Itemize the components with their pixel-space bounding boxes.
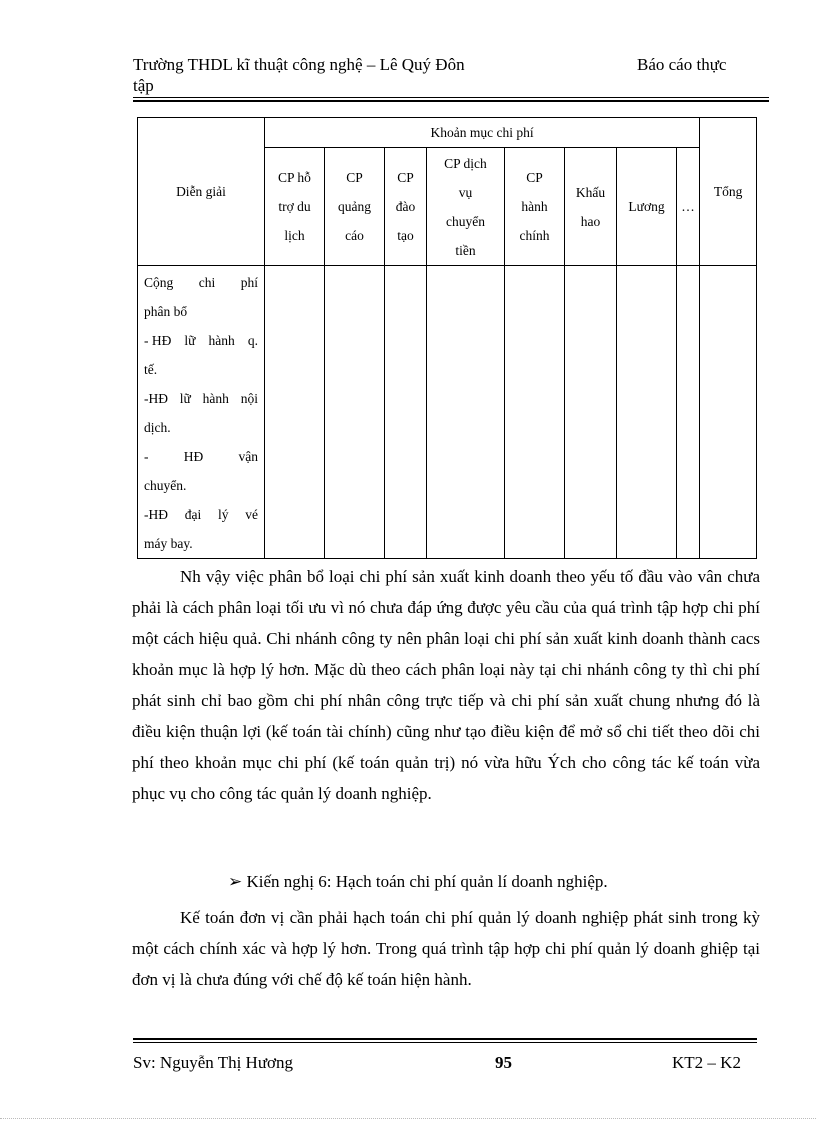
- value-cell: [505, 266, 565, 559]
- desc-line: máy bay.: [144, 536, 193, 551]
- recommendation-6: [228, 866, 608, 897]
- value-cell: [677, 266, 700, 559]
- value-cell: [565, 266, 617, 559]
- desc-line: tế.: [144, 362, 158, 377]
- desc-line: - HĐ lữ hành q.: [144, 333, 258, 348]
- header-report-title: Báo cáo thực: [637, 55, 727, 74]
- value-cell: [325, 266, 385, 559]
- col-header-total: Tổng: [700, 118, 757, 266]
- group-header-cost-items: Khoản mục chi phí: [265, 118, 700, 148]
- col-header-administrative: CP hành chính: [505, 148, 565, 266]
- header-school: [133, 54, 465, 96]
- footer-class: KT2 – K2: [672, 1053, 741, 1072]
- col-header-advertising: CP quảng cáo: [325, 148, 385, 266]
- description-cell: [138, 266, 265, 559]
- paragraph-cost-classification: Nh vậy việc phân bổ loại chi phí sản xuất kinh doanh theo yếu tố đầu vào vân chưa phải là cách phân loại tối ưu vì nó chưa đáp ứng được yêu cầu của quá trình tập hợp chi phí một cách hiệu quả. Chi nhánh công ty nên phân loại chi phí sản xuất kinh doanh thành cacs khoản mục là hợp lý hơn. Mặc dù theo cách phân loại này tại chi nhánh công ty thì chi phí phát sinh chỉ bao gồm chi phí nhân công trực tiếp và chi phí sản xuất chung nhưng đó là điều kiện thuận lợi (kế toán tài chính) cũng như tạo điều kiện để mở sổ chi tiết theo dõi chi phí theo khoản mục chi phí (kế toán quản trị) nó vừa hữu Ých cho công tác kế toán vừa phục vụ cho công tác quản lý doanh nghiệp.: [132, 567, 760, 803]
- page-number: 95: [495, 1053, 512, 1072]
- desc-line: - HĐ vận: [144, 449, 258, 464]
- footer-student: Sv: Nguyễn Thị Hương: [133, 1053, 294, 1072]
- value-cell: [385, 266, 427, 559]
- desc-line: chuyển.: [144, 478, 187, 493]
- col-header-training: CP đào tạo: [385, 148, 427, 266]
- col-header-tourism-support: CP hỗ trợ du lịch: [265, 148, 325, 266]
- desc-line: dịch.: [144, 420, 171, 435]
- footer-rule-thin: [133, 1042, 757, 1043]
- cost-allocation-table: [137, 117, 757, 559]
- footer-rule-thick: [133, 1038, 757, 1040]
- arrow-bullet-icon: ➢: [228, 872, 243, 891]
- desc-line: -HĐ lữ hành nội: [144, 391, 258, 406]
- col-header-depreciation: Khấu hao: [565, 148, 617, 266]
- header-school-line2: tập: [133, 76, 154, 95]
- header-rule-thin: [133, 97, 769, 98]
- desc-line: Cộng chi phí: [144, 275, 258, 290]
- desc-line: phân bổ: [144, 304, 188, 319]
- col-header-description: Diễn giải: [138, 118, 265, 266]
- page-edge-dotted-line: [0, 1118, 816, 1119]
- col-header-transfer-service: CP dịch vụ chuyển tiền: [427, 148, 505, 266]
- paragraph-management-cost: Kế toán đơn vị cần phải hạch toán chi phí quản lý doanh nghiệp phát sinh trong kỳ một cách chính xác và hợp lý hơn. Trong quá trình tập hợp chi phí quản lý doanh ghiệp tại đơn vị là chưa đúng với chế độ kế toán hiện hành.: [132, 908, 760, 989]
- desc-line: -HĐ đại lý vé: [144, 507, 258, 522]
- header-rule-thick: [133, 100, 769, 102]
- value-cell: [700, 266, 757, 559]
- col-header-salary: Lương: [617, 148, 677, 266]
- value-cell: [265, 266, 325, 559]
- value-cell: [427, 266, 505, 559]
- recommendation-6-text: Kiến nghị 6: Hạch toán chi phí quản lí doanh nghiệp.: [246, 872, 608, 891]
- value-cell: [617, 266, 677, 559]
- header-school-line1: Trường THDL kĩ thuật công nghệ – Lê Quý Đôn: [133, 55, 465, 74]
- col-header-ellipsis: …: [677, 148, 700, 266]
